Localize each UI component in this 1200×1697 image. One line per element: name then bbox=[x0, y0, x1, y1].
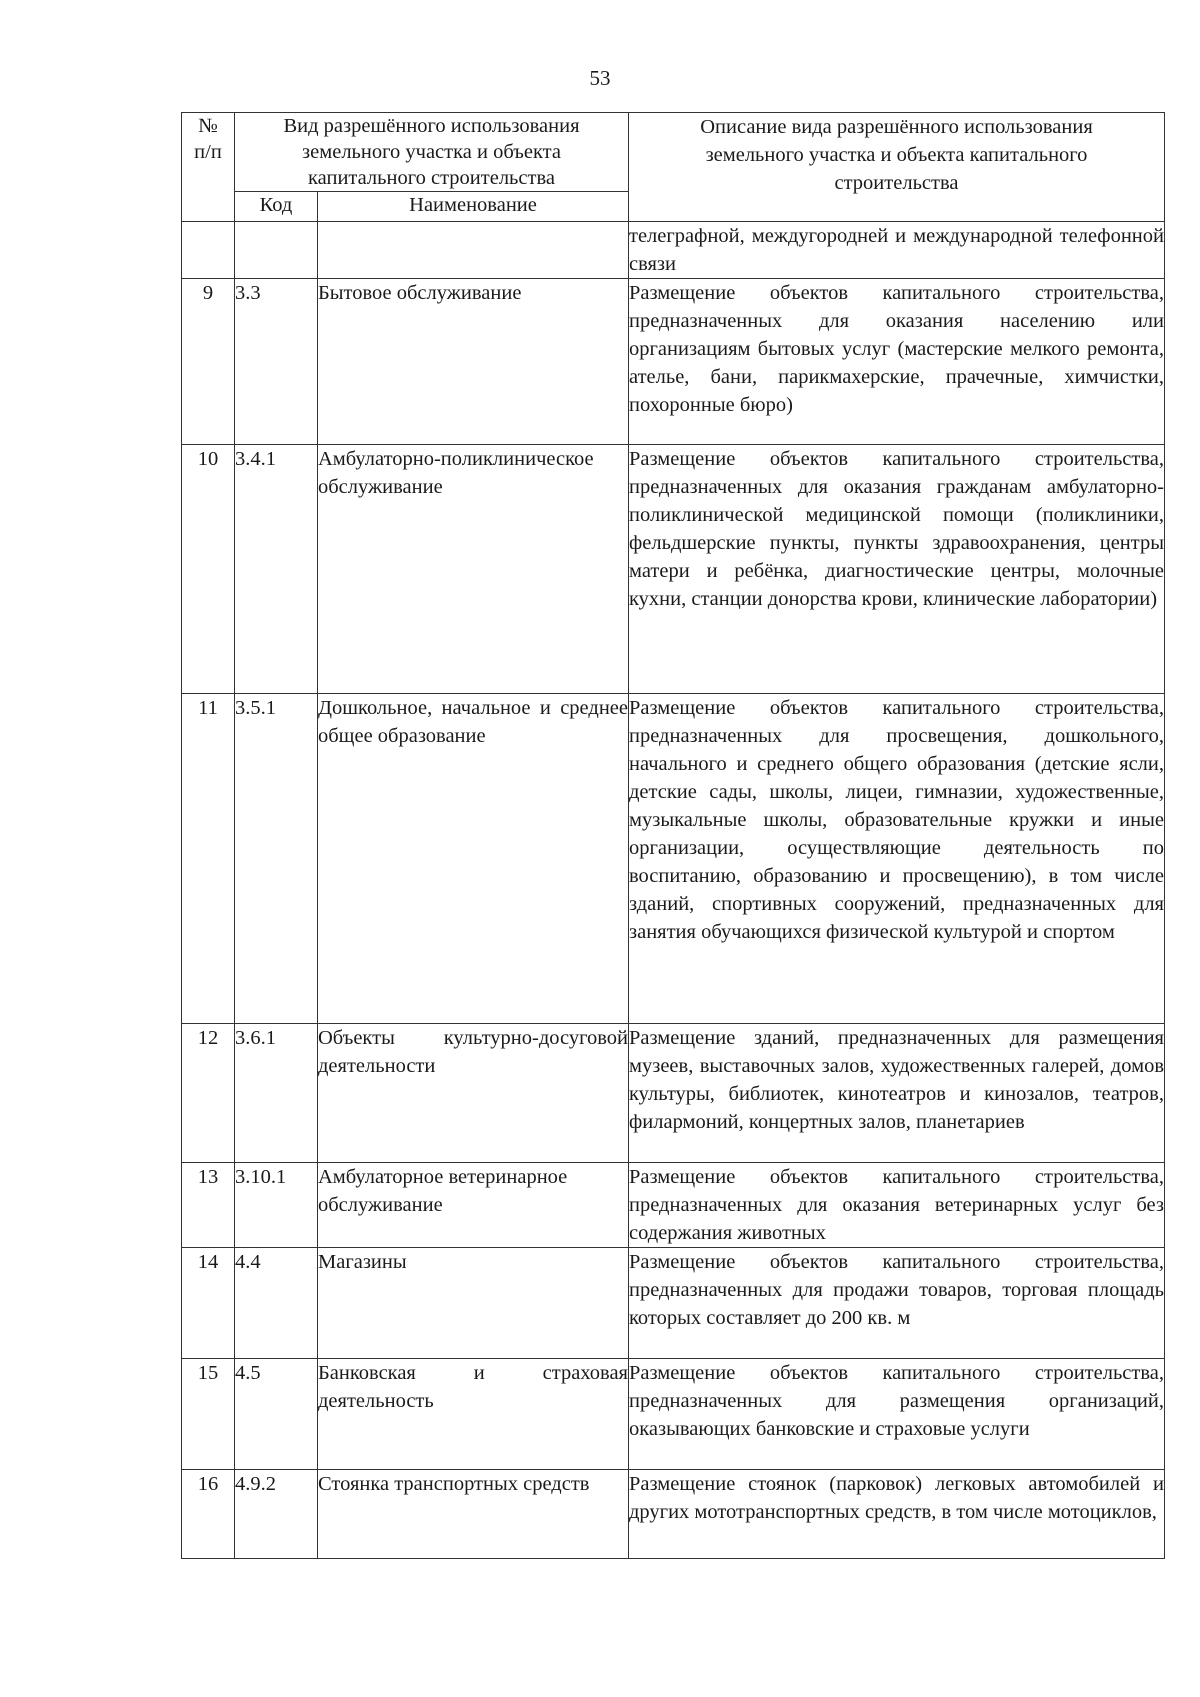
table-row bbox=[182, 1470, 1165, 1559]
row-number: 15 bbox=[182, 1359, 235, 1470]
row-code: 3.4.1 bbox=[235, 445, 318, 694]
row-code bbox=[235, 222, 318, 279]
row-description: Размещение объектов капитального строительства, предназначенных для оказания населению или организациям бытовых услуг (мастерские мелкого ремонта, ателье, бани, парикмахерские, прачечные, химчистки, похоронные бюро) bbox=[629, 279, 1165, 445]
row-name: Бытовое обслуживание bbox=[318, 279, 629, 445]
row-name: Объекты культурно-досуговой деятельности bbox=[318, 1024, 629, 1163]
row-number: 9 bbox=[182, 279, 235, 445]
row-number: 13 bbox=[182, 1163, 235, 1248]
row-description: телеграфной, междугородней и международной телефонной связи bbox=[629, 222, 1165, 279]
header-description-line-3: строительства bbox=[834, 172, 959, 194]
row-description: Размещение объектов капитального строительства, предназначенных для оказания гражданам амбулаторно-поликлинической медицинской помощи (поликлиники, фельдшерские пункты, пункты здравоохранения, центры матери и ребёнка, диагностические центры, молочные кухни, станции донорства крови, клинические лаборатории) bbox=[629, 445, 1165, 694]
row-code: 3.5.1 bbox=[235, 694, 318, 1024]
row-number: 14 bbox=[182, 1248, 235, 1359]
header-permitted-use-line-3: капитального строительства bbox=[308, 167, 555, 189]
row-description: Размещение объектов капитального строительства, предназначенных для оказания ветеринарных услуг без содержания животных bbox=[629, 1163, 1165, 1248]
row-description: Размещение стоянок (парковок) легковых автомобилей и других мототранспортных средств, в том числе мотоциклов, bbox=[629, 1470, 1165, 1559]
table-row bbox=[182, 1163, 1165, 1248]
row-code: 3.6.1 bbox=[235, 1024, 318, 1163]
header-permitted-use bbox=[235, 113, 629, 192]
header-number-line-2: п/п bbox=[194, 141, 222, 163]
land-use-table bbox=[181, 112, 1165, 1559]
row-number: 16 bbox=[182, 1470, 235, 1559]
row-description: Размещение объектов капитального строительства, предназначенных для размещения организаций, оказывающих банковские и страховые услуги bbox=[629, 1359, 1165, 1470]
row-code: 3.10.1 bbox=[235, 1163, 318, 1248]
header-permitted-use-line-1: Вид разрешённого использования bbox=[283, 115, 580, 137]
row-name: Амбулаторно-поликлиническое обслуживание bbox=[318, 445, 629, 694]
row-code: 3.3 bbox=[235, 279, 318, 445]
table-row bbox=[182, 1248, 1165, 1359]
table-row bbox=[182, 279, 1165, 445]
table-row bbox=[182, 1024, 1165, 1163]
row-code: 4.9.2 bbox=[235, 1470, 318, 1559]
table-row-continuation bbox=[182, 222, 1165, 279]
table-row bbox=[182, 1359, 1165, 1470]
row-description: Размещение объектов капитального строительства, предназначенных для продажи товаров, торговая площадь которых составляет до 200 кв. м bbox=[629, 1248, 1165, 1359]
row-name: Амбулаторное ветеринарное обслуживание bbox=[318, 1163, 629, 1248]
header-name: Наименование bbox=[318, 192, 629, 222]
row-name bbox=[318, 222, 629, 279]
row-number bbox=[182, 222, 235, 279]
row-name: Стоянка транспортных средств bbox=[318, 1470, 629, 1559]
row-code: 4.5 bbox=[235, 1359, 318, 1470]
row-number: 10 bbox=[182, 445, 235, 694]
header-code: Код bbox=[235, 192, 318, 222]
header-number-line-1: № bbox=[198, 115, 218, 137]
page-number: 53 bbox=[589, 66, 611, 90]
header-permitted-use-line-2: земельного участка и объекта bbox=[302, 141, 561, 163]
row-name: Дошкольное, начальное и среднее общее образование bbox=[318, 694, 629, 1024]
row-name: Магазины bbox=[318, 1248, 629, 1359]
header-description-line-2: земельного участка и объекта капитального bbox=[705, 144, 1088, 166]
row-name: Банковская и страховая деятельность bbox=[318, 1359, 629, 1470]
header-description bbox=[629, 113, 1165, 222]
row-description: Размещение объектов капитального строительства, предназначенных для просвещения, дошкольного, начального и среднего общего образования (детские ясли, детские сады, школы, лицеи, гимназии, художественные, музыкальные школы, образовательные кружки и иные организации, осуществляющие деятельность по воспитанию, образованию и просвещению), в том числе зданий, спортивных сооружений, предназначенных для занятия обучающихся физической культурой и спортом bbox=[629, 694, 1165, 1024]
table-row bbox=[182, 445, 1165, 694]
header-description-line-1: Описание вида разрешённого использования bbox=[700, 116, 1093, 138]
row-description: Размещение зданий, предназначенных для размещения музеев, выставочных залов, художественных галерей, домов культуры, библиотек, кинотеатров и кинозалов, театров, филармоний, концертных залов, планетариев bbox=[629, 1024, 1165, 1163]
row-code: 4.4 bbox=[235, 1248, 318, 1359]
row-number: 12 bbox=[182, 1024, 235, 1163]
row-number: 11 bbox=[182, 694, 235, 1024]
header-number bbox=[182, 113, 235, 222]
table-row bbox=[182, 694, 1165, 1024]
